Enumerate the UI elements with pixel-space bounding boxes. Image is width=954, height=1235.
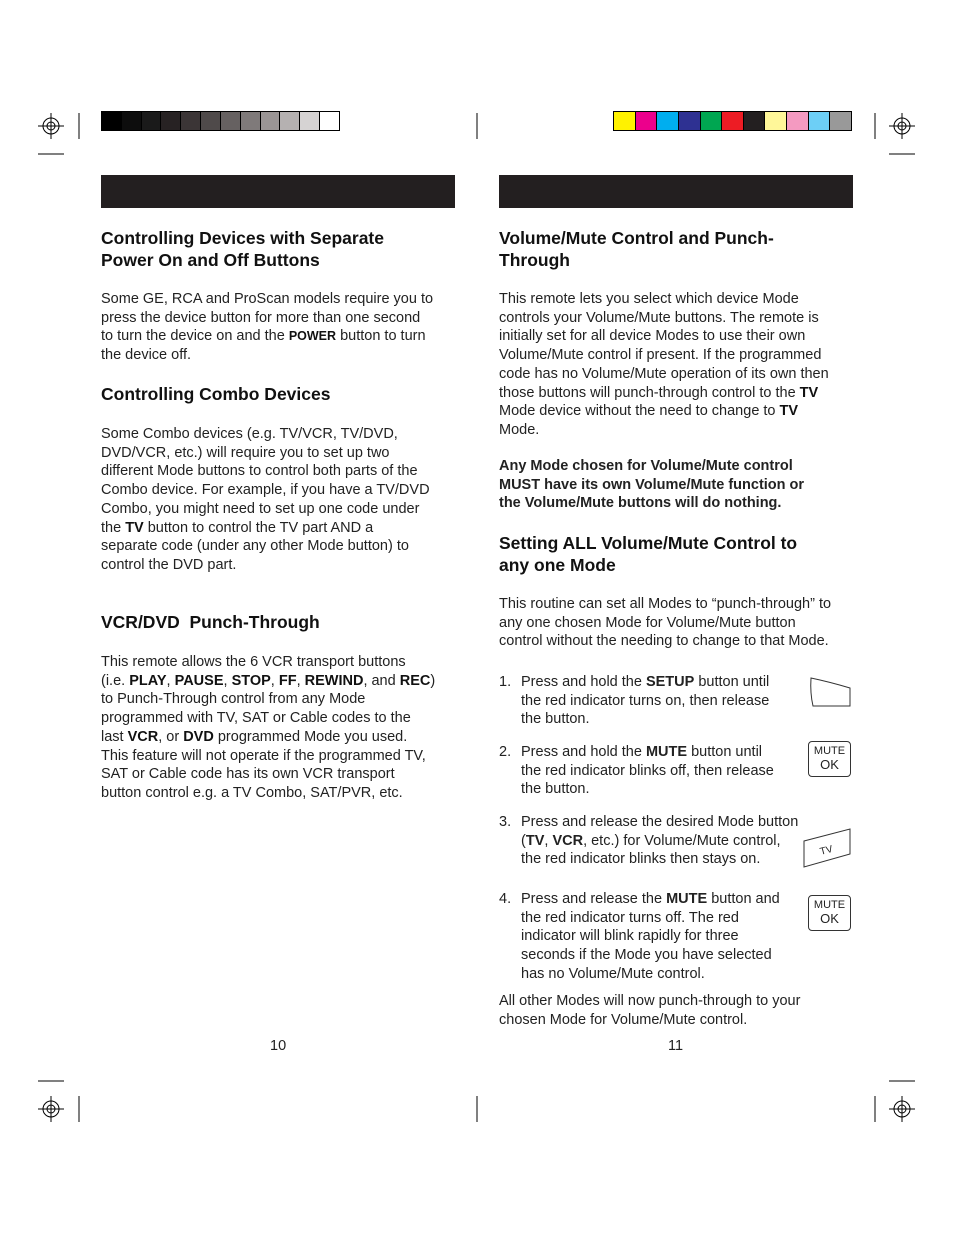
color-swatch xyxy=(765,112,787,130)
color-swatch xyxy=(142,112,162,130)
tv-button-icon xyxy=(802,826,854,870)
color-swatch xyxy=(787,112,809,130)
color-swatch xyxy=(679,112,701,130)
color-swatch xyxy=(181,112,201,130)
tv-button-label: TV xyxy=(818,843,835,858)
color-swatch xyxy=(261,112,281,130)
step-2: 2. Press and hold the MUTE button until the red indicator blinks off, then release the button. xyxy=(499,744,774,798)
color-swatch xyxy=(102,112,122,130)
color-swatch xyxy=(657,112,679,130)
color-swatch xyxy=(809,112,831,130)
color-swatch xyxy=(280,112,300,130)
paragraph-final: All other Modes will now punch-through to your chosen Mode for Volume/Mute control. xyxy=(499,993,801,1028)
warning-paragraph: Any Mode chosen for Volume/Mute control MUST have its own Volume/Mute function or the Volume/Mute buttons will do nothing. xyxy=(499,458,805,511)
gray-scale-strip xyxy=(101,111,340,131)
color-swatch xyxy=(300,112,320,130)
color-swatch xyxy=(636,112,658,130)
heading-separate-power: Controlling Devices with Separate Power On and Off Buttons xyxy=(101,228,384,270)
step-1: 1. Press and hold the SETUP button until the red indicator turns on, then release the button. xyxy=(499,674,770,728)
registration-mark-icon xyxy=(38,1096,64,1122)
step-4: 4. Press and release the MUTE button and the red indicator turns off. The red indicator will blink rapidly for three seconds if the Mode you have selected has no Volume/Mute control. xyxy=(499,891,780,982)
registration-mark-icon xyxy=(889,1096,915,1122)
setup-button-icon xyxy=(808,675,854,709)
color-swatch xyxy=(744,112,766,130)
heading-setting-all: Setting ALL Volume/Mute Control to any one Mode xyxy=(499,533,798,575)
paragraph-vcr-dvd-punch-through: This remote allows the 6 VCR transport buttons (i.e. PLAY, PAUSE, STOP, FF, REWIND, and REC) to Punch-Through control from any Mode programmed with TV, SAT or Cable codes to the last VCR, or DVD programmed Mode you used. This feature will not operate if the programmed TV, SAT or Cable code has its own VCR transport button control e.g. a TV Combo, SAT/PVR, etc. xyxy=(101,654,436,801)
color-swatch xyxy=(701,112,723,130)
heading-combo-devices: Controlling Combo Devices xyxy=(101,384,331,404)
paragraph-separate-power: Some GE, RCA and ProScan models require you to press the device button for more than one second to turn the device on and the POWER button to turn the device off. xyxy=(101,291,434,364)
paragraph-setting-all: This routine can set all Modes to “punch-through” to any one chosen Mode for Volume/Mute button control without the needing to change to that Mode. xyxy=(499,596,832,650)
right-header-bar xyxy=(499,175,853,208)
registration-mark-icon xyxy=(889,113,915,139)
heading-vcr-dvd-punch-through: VCR/DVD Punch-Through xyxy=(101,612,320,632)
heading-volume-mute: Volume/Mute Control and Punch- Through xyxy=(499,228,774,270)
mute-ok-button-icon: MUTE OK xyxy=(808,895,851,931)
page-number-left: 10 xyxy=(270,1038,287,1054)
mute-ok-button-icon: MUTE OK xyxy=(808,741,851,777)
color-swatch xyxy=(122,112,142,130)
page-number-right: 11 xyxy=(668,1038,684,1054)
color-swatch xyxy=(614,112,636,130)
color-swatch xyxy=(722,112,744,130)
color-swatch xyxy=(241,112,261,130)
color-scale-strip xyxy=(613,111,852,131)
left-header-bar xyxy=(101,175,455,208)
paragraph-combo-devices: Some Combo devices (e.g. TV/VCR, TV/DVD, DVD/VCR, etc.) will require you to set up two different Mode buttons to control both parts of the Combo device. For example, if you have a TV/DVD Combo, you might need to set up one code under the TV button to control the TV part AND a separate code (under any other Mode button) to control the DVD part. xyxy=(101,426,430,573)
paragraph-volume-mute: This remote lets you select which device Mode controls your Volume/Mute buttons. The remote is initially set for all device Modes to use their own Volume/Mute control if present. If the programmed code has no Volume/Mute operation of its own then those buttons will punch-through control to the TV Mode device without the need to change to TV Mode. xyxy=(499,291,829,438)
color-swatch xyxy=(201,112,221,130)
color-swatch xyxy=(830,112,851,130)
color-swatch xyxy=(221,112,241,130)
color-swatch xyxy=(320,112,339,130)
step-3: 3. Press and release the desired Mode button (TV, VCR, etc.) for Volume/Mute control, the red indicator blinks then stays on. xyxy=(499,814,799,868)
registration-mark-icon xyxy=(38,113,64,139)
color-swatch xyxy=(161,112,181,130)
